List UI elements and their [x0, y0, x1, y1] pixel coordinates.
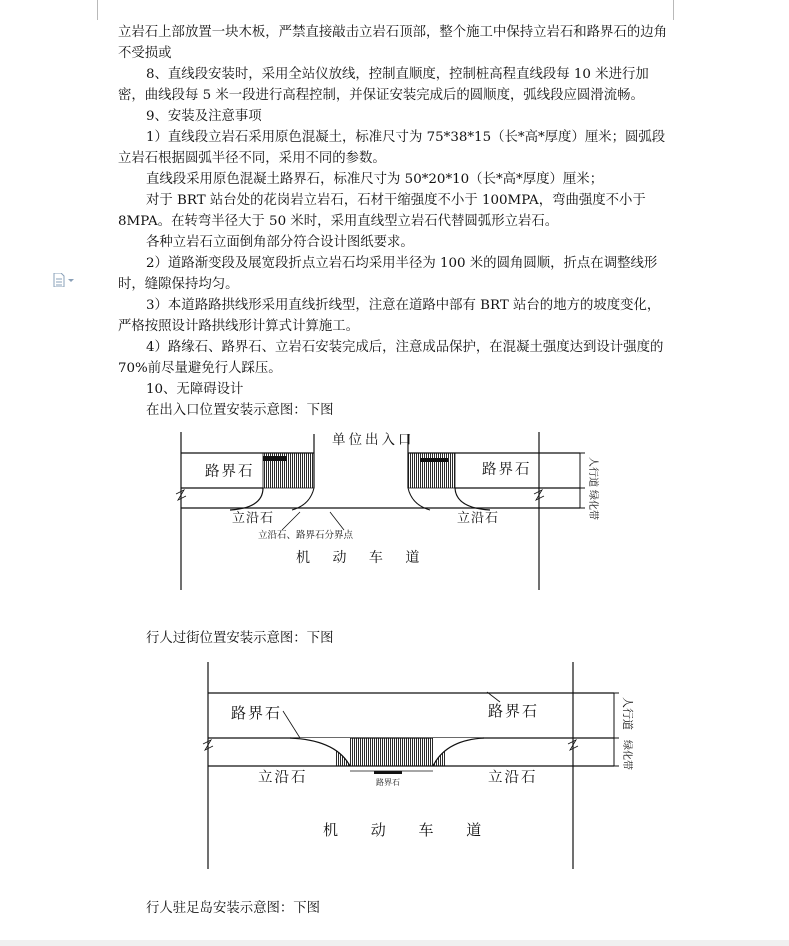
fig2-left-edge: 立沿石	[258, 770, 308, 786]
corner-mark-left	[97, 0, 98, 20]
paragraph-1: 立岩石上部放置一块木板，严禁直接敲击立岩石顶部，整个施工中保持立岩石和路界石的边角不受损或	[118, 25, 668, 61]
paragraph-10: 4）路缘石、路界石、立岩石安装完成后，注意成品保护，在混凝土强度达到设计强度的 70%前尽量避免行人踩压。	[118, 340, 664, 376]
fig2-side-label-1: 人行道	[621, 697, 634, 730]
fig1-road: 机 动 车 道	[296, 550, 429, 566]
paragraph-8: 2）道路渐变段及展宽段折点立岩石均采用半径为 100 米的圆角圆顺，折点在调整线形时，缝隙保持均匀。	[118, 256, 658, 292]
fig1-right-edge: 立沿石	[457, 511, 500, 526]
fig1-left-edge: 立沿石	[232, 511, 275, 526]
fig2-right-curb: 路界石	[488, 702, 540, 720]
document-icon[interactable]	[53, 273, 75, 287]
fig1-junction-note: 立沿石、路界石分界点	[258, 530, 354, 541]
fig2-side-label-2: 绿化带	[621, 740, 632, 770]
paragraph-3: 9、安装及注意事项	[146, 109, 262, 124]
paragraph-5: 直线段采用原色混凝土路界石，标准尺寸为 50*20*10（长*高*厚度）厘米；	[146, 172, 604, 187]
fig2-right-edge: 立沿石	[488, 770, 538, 786]
paragraph-4: 1）直线段立岩石采用原色混凝土，标准尺寸为 75*38*15（长*高*厚度）厘米；圆弧段立岩石根据圆弧半径不同，采用不同的参数。	[118, 130, 666, 166]
caption-crossing: 行人过街位置安装示意图：下图	[146, 631, 334, 646]
fig2-road: 机 动 车 道	[323, 821, 496, 839]
caption-entrance: 在出入口位置安装示意图：下图	[146, 403, 334, 418]
fig1-right-curb: 路界石	[482, 462, 532, 478]
paragraph-7: 各种立岩石立面倒角部分符合设计图纸要求。	[146, 235, 414, 250]
fig1-side-label-1: 人行道	[587, 457, 598, 487]
paragraph-9: 3）本道路路拱线形采用直线折线型，注意在道路中部有 BRT 站台的地方的坡度变化，严格按照设计路拱线形计算式计算施工。	[118, 298, 661, 334]
fig2-left-curb: 路界石	[231, 704, 283, 722]
fig1-top-label: 单位出入口	[332, 432, 415, 448]
section-heading-10: 10、无障碍设计	[146, 382, 244, 397]
caption-island: 行人驻足岛安装示意图：下图	[146, 901, 321, 916]
paragraph-2: 8、直线段安装时，采用全站仪放线，控制直顺度，控制桩高程直线段每 10 米进行加密，曲线段每 5 米一段进行高程控制，并保证安装完成后的圆顺度，弧线段应圆滑流畅。	[118, 67, 649, 103]
corner-mark-right	[673, 0, 674, 20]
fig1-left-curb: 路界石	[205, 464, 255, 480]
fig1-side-label-2: 绿化带	[587, 490, 598, 520]
fig2-center-label: 路界石	[376, 778, 400, 787]
bottom-edge	[0, 940, 789, 946]
paragraph-6: 对于 BRT 站台处的花岗岩立岩石，石材干缩强度不小于 100MPA，弯曲强度不小于 8MPA。在转弯半径大于 50 米时，采用直线型立岩石代替圆弧形立岩石。	[118, 193, 646, 229]
